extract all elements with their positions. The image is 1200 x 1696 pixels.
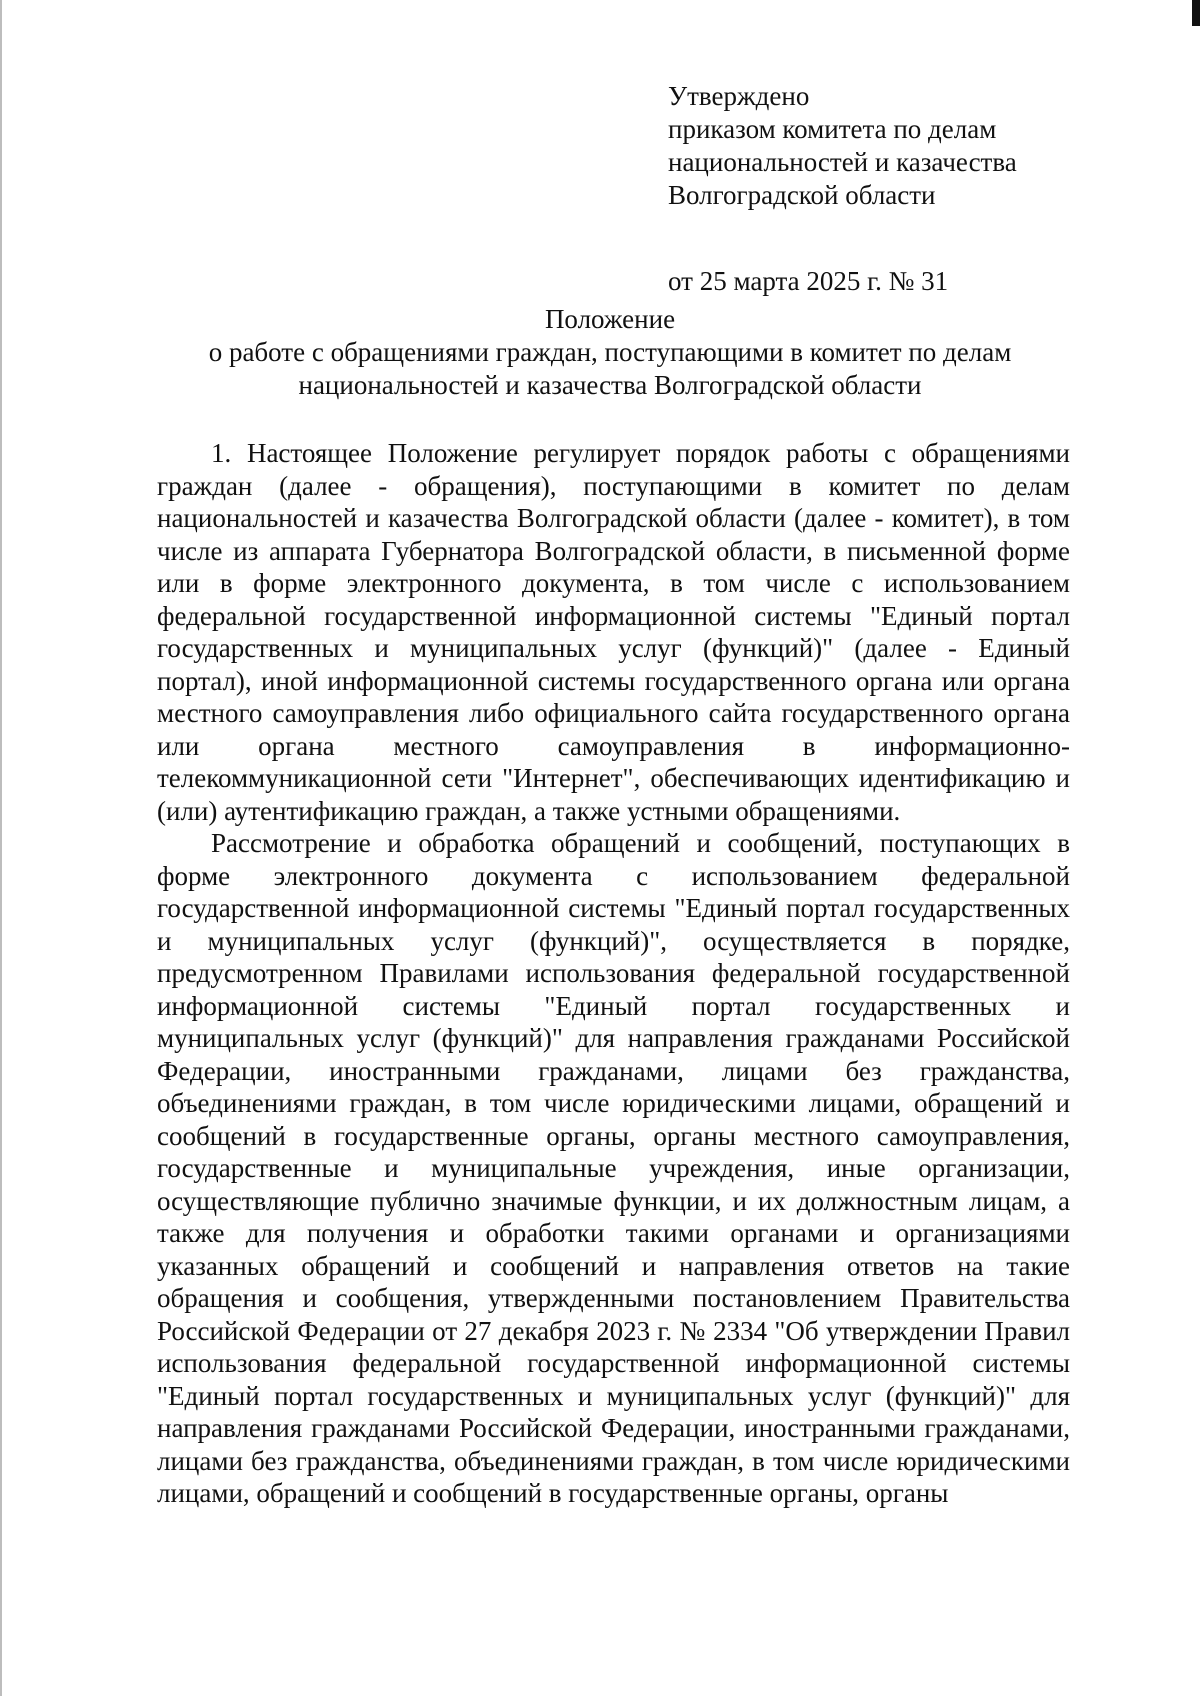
approval-stamp-block: [668, 80, 1088, 298]
approval-date: от 25 марта 2025 г. № 31: [668, 266, 949, 296]
title-line-2: национальностей и казачества Волгоградской области: [298, 370, 922, 400]
scan-left-edge: [0, 0, 2, 1696]
title-line-1: о работе с обращениями граждан, поступающими в комитет по делам: [208, 337, 1012, 367]
title-heading: Положение: [544, 304, 676, 334]
document-title: [150, 303, 1070, 402]
approval-line-2: приказом комитета по делам: [668, 114, 997, 144]
body-paragraph-2: Рассмотрение и обработка обращений и сообщений, поступающих в форме электронного документа с использованием федеральной государственной информационной системы "Единый портал государственных и муниципальных услуг (функций)", осуществляется в порядке, предусмотренном Правилами использования федеральной государственной информационной системы "Единый портал государственных и муниципальных услуг (функций)" для направления гражданами Российской Федерации, иностранными гражданами, лицами без гражданства, объединениями граждан, в том числе юридическими лицами, обращений и сообщений в государственные органы, органы местного самоуправления, государственные и муниципальные учреждения, иные организации, осуществляющие публично значимые функции, и их должностным лицам, а также для получения и обработки такими органами и организациями указанных обращений и сообщений и направления ответов на такие обращения и сообщения, утвержденными постановлением Правительства Российской Федерации от 27 декабря 2023 г. № 2334 "Об утверждении Правил использования федеральной государственной информационной системы "Единый портал государственных и муниципальных услуг (функций)" для направления гражданами Российской Федерации, иностранными гражданами, лицами без гражданства, объединениями граждан, в том числе юридическими лицами, обращений и сообщений в государственные органы, органы: [157, 828, 1070, 1508]
approval-line-3: национальностей и казачества: [668, 147, 1017, 177]
scan-corner-mark: [1192, 0, 1200, 26]
approval-line-1: Утверждено: [668, 81, 810, 111]
approval-line-4: Волгоградской области: [668, 180, 936, 210]
document-body: [157, 437, 1070, 1510]
body-paragraph-1: 1. Настоящее Положение регулирует порядок работы с обращениями граждан (далее - обращения), поступающими в комитет по делам национальностей и казачества Волгоградской области (далее - комитет), в том числе из аппарата Губернатора Волгоградской области, в письменной форме или в форме электронного документа, в том числе с использованием федеральной государственной информационной системы "Единый портал государственных и муниципальных услуг (функций)" (далее - Единый портал), иной информационной системы государственного органа или органа местного самоуправления либо официального сайта государственного органа или органа местного самоуправления в информационно-телекоммуникационной сети "Интернет", обеспечивающих идентификацию и (или) аутентификацию граждан, а также устными обращениями.: [157, 438, 1070, 826]
